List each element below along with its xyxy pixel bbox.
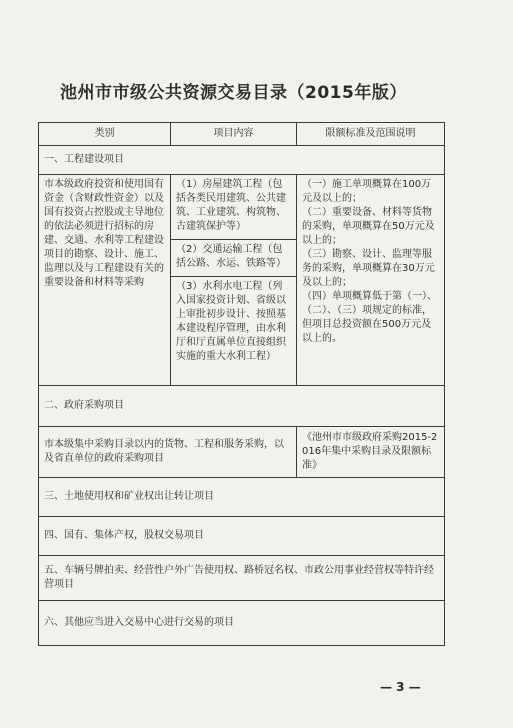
- section1-item-transport: （2）交通运输工程（包括公路、水运、铁路等）: [171, 240, 297, 277]
- section-title: 一、工程建设项目: [39, 146, 445, 175]
- page-number: — 3 —: [380, 680, 421, 694]
- header-row: [39, 123, 445, 146]
- section-title: 五、车辆号牌拍卖、经营性户外广告使用权、路桥冠名权、市政公用事业经营权等特许经营项目: [39, 556, 445, 601]
- section-row-2: [39, 386, 445, 427]
- section-title: 四、国有、集体产权，股权交易项目: [39, 517, 445, 556]
- section-row-3: [39, 478, 445, 517]
- section1-category: 市本级政府投资和使用国有资金（含财政性资金）以及国有投资占控股或主导地位的依法必须进行招标的房建、交通、水利等工程建设项目的勘察、设计、施工、监理以及与工程建设有关的重要设备和材料等采购: [39, 175, 171, 386]
- limit-item: （二）重要设备、材料等货物的采购，单项概算在50万元及以上的；: [302, 207, 435, 246]
- section-title: 二、政府采购项目: [39, 386, 445, 427]
- section2-content: 市本级集中采购目录以内的货物、工程和服务采购，以及省直单位的政府采购项目: [39, 427, 297, 478]
- limit-item: （四）单项概算低于第（一）、（二）、（三）项规定的标准，但项目总投资额在500万元及以上的。: [302, 291, 437, 344]
- section2-limits: 《池州市市级政府采购2015-2016年集中采购目录及限额标准》: [297, 427, 445, 478]
- section-row-5: [39, 556, 445, 601]
- header-limits: 限额标准及范围说明: [297, 123, 445, 146]
- limit-item: （三）勘察、设计、监理等服务的采购，单项概算在30万元及以上的；: [302, 249, 435, 288]
- limit-item: （一）施工单项概算在100万元及以上的；: [302, 179, 432, 204]
- section1-item-water: （3）水利水电工程（列入国家投资计划、省级以上审批初步设计、按照基本建设程序管理，由水利厅和厅直属单位直接组织实施的重大水利工程）: [171, 277, 297, 386]
- section1-item-building: （1）房屋建筑工程（包括各类民用建筑、公共建筑、工业建筑、构筑物、古建筑保护等）: [171, 175, 297, 240]
- section1-row-building: [39, 175, 445, 240]
- section-row-1: [39, 146, 445, 175]
- section1-limits: [297, 175, 445, 386]
- section-row-4: [39, 517, 445, 556]
- header-content: 项目内容: [171, 123, 297, 146]
- catalog-table: [38, 122, 445, 646]
- page-title: 池州市市级公共资源交易目录（2015年版）: [60, 83, 407, 103]
- section2-row: [39, 427, 445, 478]
- section-title: 三、土地使用权和矿业权出让转让项目: [39, 478, 445, 517]
- header-category: 类别: [39, 123, 171, 146]
- section-title: 六、其他应当进入交易中心进行交易的项目: [39, 601, 445, 646]
- section-row-6: [39, 601, 445, 646]
